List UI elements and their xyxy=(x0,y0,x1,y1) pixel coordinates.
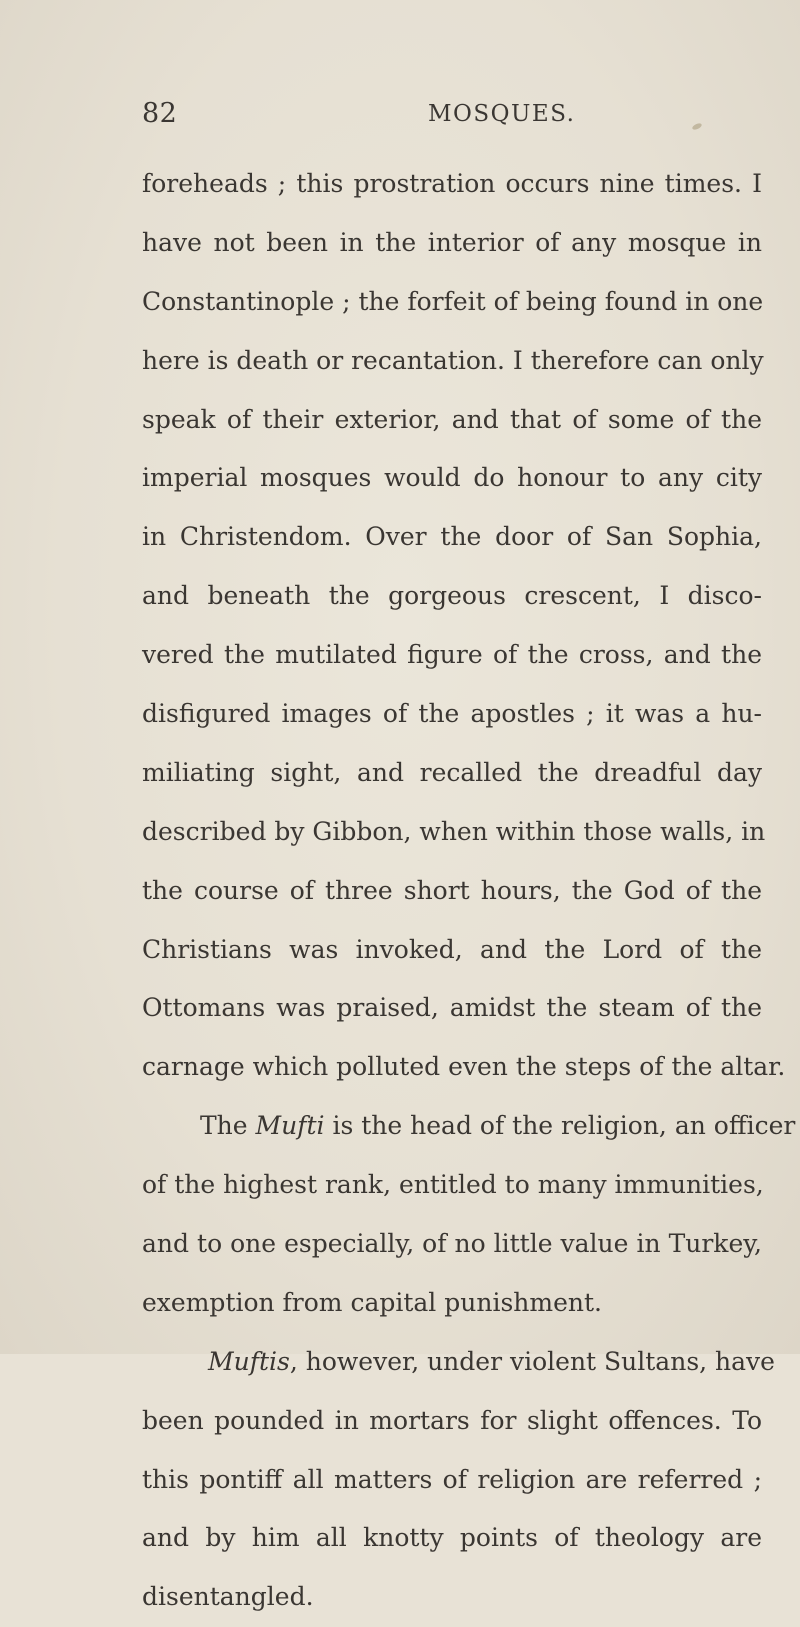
text-line: of the highest rank, entitled to many immunities, xyxy=(142,1170,764,1200)
text-line: Christians was invoked, and the Lord of the xyxy=(142,934,762,964)
text-line: been pounded in mortars for slight offences. To xyxy=(142,1405,762,1435)
italic-term: Muftis xyxy=(208,1346,290,1376)
running-head: MOSQUES. xyxy=(428,101,576,127)
paragraph-lead: The xyxy=(200,1111,256,1141)
text-line: exemption from capital punishment. xyxy=(142,1287,602,1317)
text-line-rest: , however, under violent Sultans, have xyxy=(289,1346,775,1376)
text-line: the course of three short hours, the God of the xyxy=(142,875,762,905)
page-header xyxy=(142,98,762,138)
text-line: carnage which polluted even the steps of the altar. xyxy=(142,1052,786,1082)
text-line: have not been in the interior of any mosque in xyxy=(142,227,762,257)
text-line: disfigured images of the apostles ; it was a hu- xyxy=(142,699,762,729)
text-line: described by Gibbon, when within those walls, in xyxy=(142,816,766,846)
text-line: speak of their exterior, and that of some of the xyxy=(142,404,762,434)
paragraph-start-line xyxy=(142,1333,775,1392)
text-line: and by him all knotty points of theology are xyxy=(142,1523,762,1553)
body-text xyxy=(142,155,796,1627)
text-line: miliating sight, and recalled the dreadful day xyxy=(142,757,762,787)
text-line: this pontiff all matters of religion are referred ; xyxy=(142,1464,762,1494)
text-line: vered the mutilated figure of the cross, and the xyxy=(142,640,762,670)
ink-speck xyxy=(691,122,702,131)
text-line: in Christendom. Over the door of San Sophia, xyxy=(142,522,762,552)
text-line: Ottomans was praised, amidst the steam of the xyxy=(142,993,762,1023)
page-number: 82 xyxy=(142,98,178,129)
text-line: Constantinople ; the forfeit of being found in one xyxy=(142,286,764,316)
italic-term: Mufti xyxy=(255,1111,325,1141)
text-line: and beneath the gorgeous crescent, I disco- xyxy=(142,581,762,611)
text-line: and to one especially, of no little value in Turkey, xyxy=(142,1229,762,1259)
paragraph-start-line xyxy=(142,1097,796,1156)
text-line: disentangled. xyxy=(142,1582,314,1612)
text-line-rest: is the head of the religion, an officer xyxy=(332,1111,796,1141)
text-line: foreheads ; this prostration occurs nine times. I xyxy=(142,169,762,198)
text-line: imperial mosques would do honour to any city xyxy=(142,463,762,493)
text-line: here is death or recantation. I therefore can only xyxy=(142,345,764,375)
